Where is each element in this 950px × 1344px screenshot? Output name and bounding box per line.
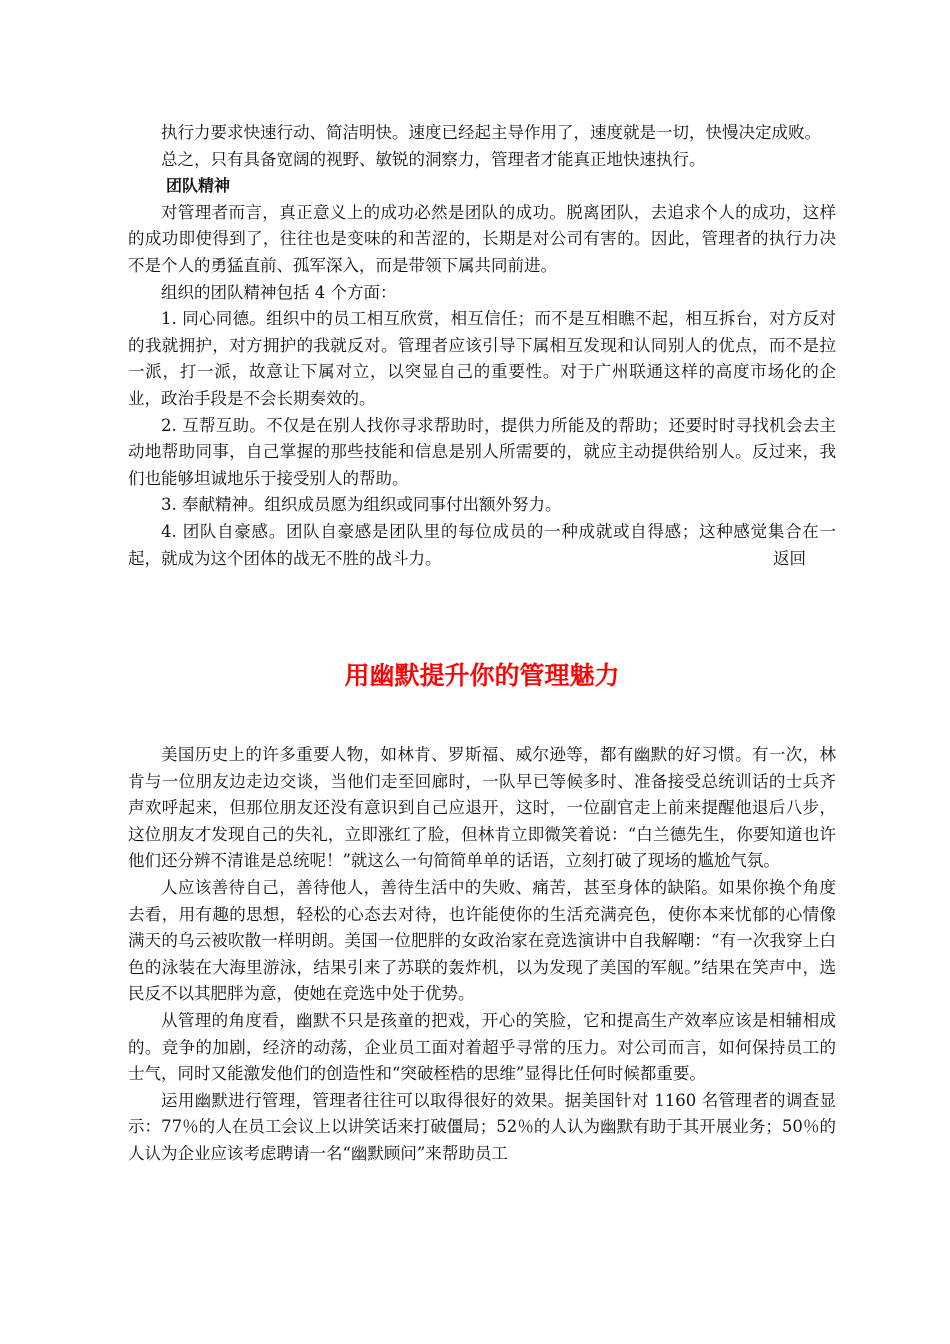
paragraph: 对管理者而言，真正意义上的成功必然是团队的成功。脱离团队，去追求个人的成功，这样的成功即使得到了，往往也是变味的和苦涩的，长期是对公司有害的。因此，管理者的执行力决不是个人的勇猛直前、孤军深入，而是带领下属共同前进。 [128,202,836,275]
article-body [128,742,836,1168]
article-title: 用幽默提升你的管理魅力 [344,661,620,690]
list-item: 3. 奉献精神。组织成员愿为组织或同事付出额外努力。 [161,495,562,515]
list-item [128,519,836,572]
paragraph: 从管理的角度看，幽默不只是孩童的把戏，开心的笑脸，它和提高生产效率应该是相辅相成的。竞争的加剧，经济的动荡，企业员工面对着超乎寻常的压力。对公司而言，如何保持员工的士气，同时又能激发他们的创造性和“突破桎梏的思维”显得比任何时候都重要。 [128,1010,836,1084]
paragraph: 人应该善待自己，善待他人，善待生活中的失败、痛苦，甚至身体的缺陷。如果你换个角度去看，用有趣的思想，轻松的心态去对待，也许能使你的生活充满亮色，使你本来忧郁的心情像满天的乌云被吹散一样明朗。美国一位肥胖的女政治家在竞选演讲中自我解嘲：“有一次我穿上白色的泳装在大海里游泳，结果引来了苏联的轰炸机，以为发现了美国的军舰。”结果在笑声中，选民反不以其肥胖为意，使她在竞选中处于优势。 [128,877,836,1004]
paragraph: 组织的团队精神包括 4 个方面： [161,282,397,302]
back-link[interactable]: 返回 [773,548,806,568]
list-item: 2. 互帮互助。不仅是在别人找你寻求帮助时，提供力所能及的帮助；还要时时寻找机会去主动地帮助同事，自己掌握的那些技能和信息是别人所需要的，就应主动提供给别人。反过来，我们也能够坦诚地乐于接受别人的帮助。 [128,415,836,488]
list-item-text: 4. 团队自豪感。团队自豪感是团队里的每位成员的一种成就或自得感；这种感觉集合在一起，就成为这个团体的战无不胜的战斗力。 [128,521,836,568]
section-heading: 团队精神 [166,176,231,196]
document-page [128,120,836,1163]
paragraph: 运用幽默进行管理，管理者往往可以取得很好的效果。据美国针对 1160 名管理者的调查显示：77％的人在员工会议上以讲笑话来打破僵局；52％的人认为幽默有助于其开展业务；50％的人认为企业应该考虑聘请一名“幽默顾问”来帮助员工 [128,1090,836,1163]
paragraph: 总之，只有具备宽阔的视野、敏锐的洞察力，管理者才能真正地快速执行。 [161,149,706,169]
list-item: 1. 同心同德。组织中的员工相互欣赏，相互信任；而不是互相瞧不起，相互拆台，对方反对的我就拥护，对方拥护的我就反对。管理者应该引导下属相互发现和认同别人的优点，而不是拉一派，打一派，故意让下属对立，以突显自己的重要性。对于广州联通这样的高度市场化的企业，政治手段是不会长期奏效的。 [128,309,836,408]
paragraph: 执行力要求快速行动、简洁明快。速度已经起主导作用了，速度就是一切，快慢决定成败。 [161,123,821,142]
paragraph: 美国历史上的许多重要人物，如林肯、罗斯福、威尔逊等，都有幽默的好习惯。有一次，林肯与一位朋友边走边交谈，当他们走至回廊时，一队早已等候多时、准备接受总统训话的士兵齐声欢呼起来，但那位朋友还没有意识到自己应退开，这时，一位副官走上前来提醒他退后八步，这位朋友才发现自己的失礼，立即涨红了脸，但林肯立即微笑着说：“白兰德先生，你要知道也许他们还分辨不清谁是总统呢！”就这么一句简简单单的话语，立刻打破了现场的尴尬气氛。 [128,745,836,871]
